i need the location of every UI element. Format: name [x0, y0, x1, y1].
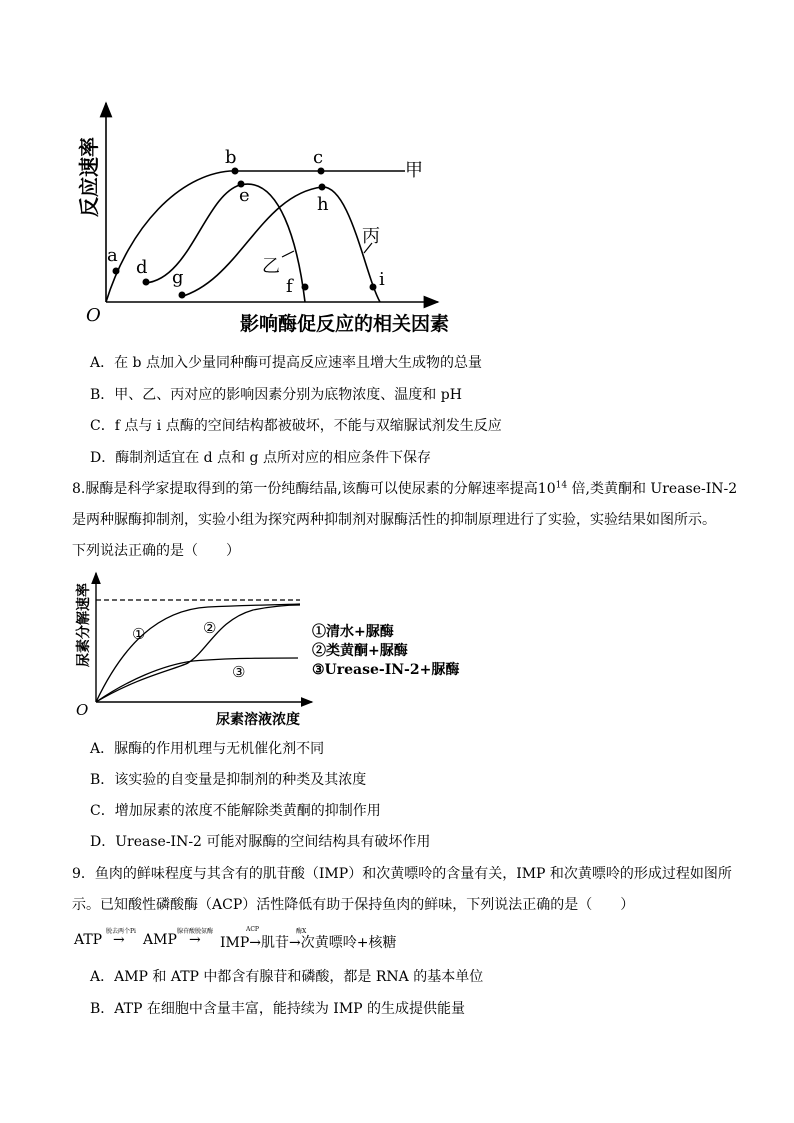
label-h: h	[317, 194, 329, 215]
curve-mark-3: ③	[232, 663, 246, 681]
q9-stem-line2: 示。已知酸性磷酸酶（ACP）活性降低有助于保持鱼肉的鲜味，下列说法正确的是（ ）	[72, 897, 635, 913]
legend-item-1: ①清水+脲酶	[312, 624, 394, 640]
q7-option-b: B．甲、乙、丙对应的影响因素分别为底物浓度、温度和 pH	[90, 387, 462, 403]
flow-label-2: 腺苷酸脱氨酶	[177, 928, 214, 935]
flow-label-4: 酶X	[296, 928, 307, 935]
curve-label-yi: 乙	[262, 256, 280, 277]
q8-stem-line3: 下列说法正确的是（ ）	[72, 543, 240, 559]
flow-arrow-2: →	[189, 932, 201, 948]
curve-1	[96, 604, 300, 702]
label-g: g	[172, 267, 184, 288]
label-i: i	[379, 269, 385, 290]
enzyme-rate-figure	[60, 95, 500, 340]
q8-option-d: D．Urease-IN-2 可能对脲酶的空间结构具有破坏作用	[90, 834, 431, 850]
curve-3	[96, 658, 298, 702]
y-axis-title: 尿素分解速率	[76, 583, 92, 667]
curve-label-bing: 丙	[362, 226, 380, 247]
x-axis-title: 影响酶促反应的相关因素	[240, 313, 450, 335]
point-g	[179, 292, 186, 299]
label-e: e	[239, 185, 250, 206]
point-h	[319, 184, 326, 191]
x-axis-title: 尿素溶液浓度	[216, 712, 300, 728]
origin-label: O	[76, 701, 89, 719]
origin-label: O	[86, 305, 101, 326]
point-c	[318, 168, 325, 175]
label-c: c	[313, 147, 324, 168]
point-d	[143, 279, 150, 286]
flow-label-3: ACP	[246, 926, 259, 933]
urease-rate-figure	[68, 565, 318, 730]
q8-option-b: B．该实验的自变量是抑制剂的种类及其浓度	[90, 772, 367, 788]
q7-option-d: D．酶制剂适宜在 d 点和 g 点所对应的相应条件下保存	[90, 450, 431, 466]
q9-stem-line1: 9．鱼肉的鲜味程度与其含有的肌苷酸（IMP）和次黄嘌呤的含量有关，IMP 和次黄嘌呤的形成过程如图所	[72, 866, 732, 882]
curve-bing	[180, 187, 380, 302]
point-a	[113, 268, 120, 275]
q8-option-a: A．脲酶的作用机理与无机催化剂不同	[90, 741, 325, 757]
q9-option-b: B．ATP 在细胞中含量丰富，能持续为 IMP 的生成提供能量	[90, 1001, 466, 1017]
curve-mark-1: ①	[132, 625, 146, 643]
flow-arrow-1: →	[113, 932, 125, 948]
label-b: b	[225, 147, 237, 168]
curve-2	[96, 605, 300, 702]
flow-amp: AMP	[143, 932, 177, 948]
q9-option-a: A．AMP 和 ATP 中都含有腺苷和磷酸，都是 RNA 的基本单位	[90, 969, 484, 985]
q8-option-c: C．增加尿素的浓度不能解除类黄酮的抑制作用	[90, 803, 381, 819]
curve-mark-2: ②	[203, 619, 217, 637]
q8-stem-line2: 是两种脲酶抑制剂，实验小组为探究两种抑制剂对脲酶活性的抑制原理进行了实验，实验结果如图所示。	[72, 512, 716, 528]
point-i	[370, 284, 377, 291]
point-f	[302, 284, 309, 291]
flow-label-1: 脱去两个Pi	[106, 928, 136, 935]
flow-atp: ATP	[74, 932, 103, 948]
q8-stem-line1: 8.脲酶是科学家提取得到的第一份纯酶结晶,该酶可以使尿素的分解速率提高$10^{14}$ 倍,类黄酮和 Urease-IN-2	[72, 480, 738, 497]
q7-option-a: A．在 b 点加入少量同种酶可提高反应速率且增大生成物的总量	[90, 355, 482, 371]
curve-yi	[145, 184, 305, 302]
label-a: a	[107, 245, 118, 266]
flow-imp-tail: IMP→肌苷→次黄嘌呤+核糖	[220, 935, 397, 951]
y-axis-title: 反应速率	[77, 137, 101, 217]
label-f: f	[286, 276, 293, 297]
curve-label-jia: 甲	[405, 160, 423, 181]
legend-item-2: ②类黄酮+脲酶	[312, 643, 408, 659]
q7-option-c: C．f 点与 i 点酶的空间结构都被破坏，不能与双缩脲试剂发生反应	[90, 418, 502, 434]
label-d: d	[136, 257, 148, 278]
point-b	[232, 168, 239, 175]
legend-item-3: ③Urease-IN-2+脲酶	[312, 662, 460, 678]
